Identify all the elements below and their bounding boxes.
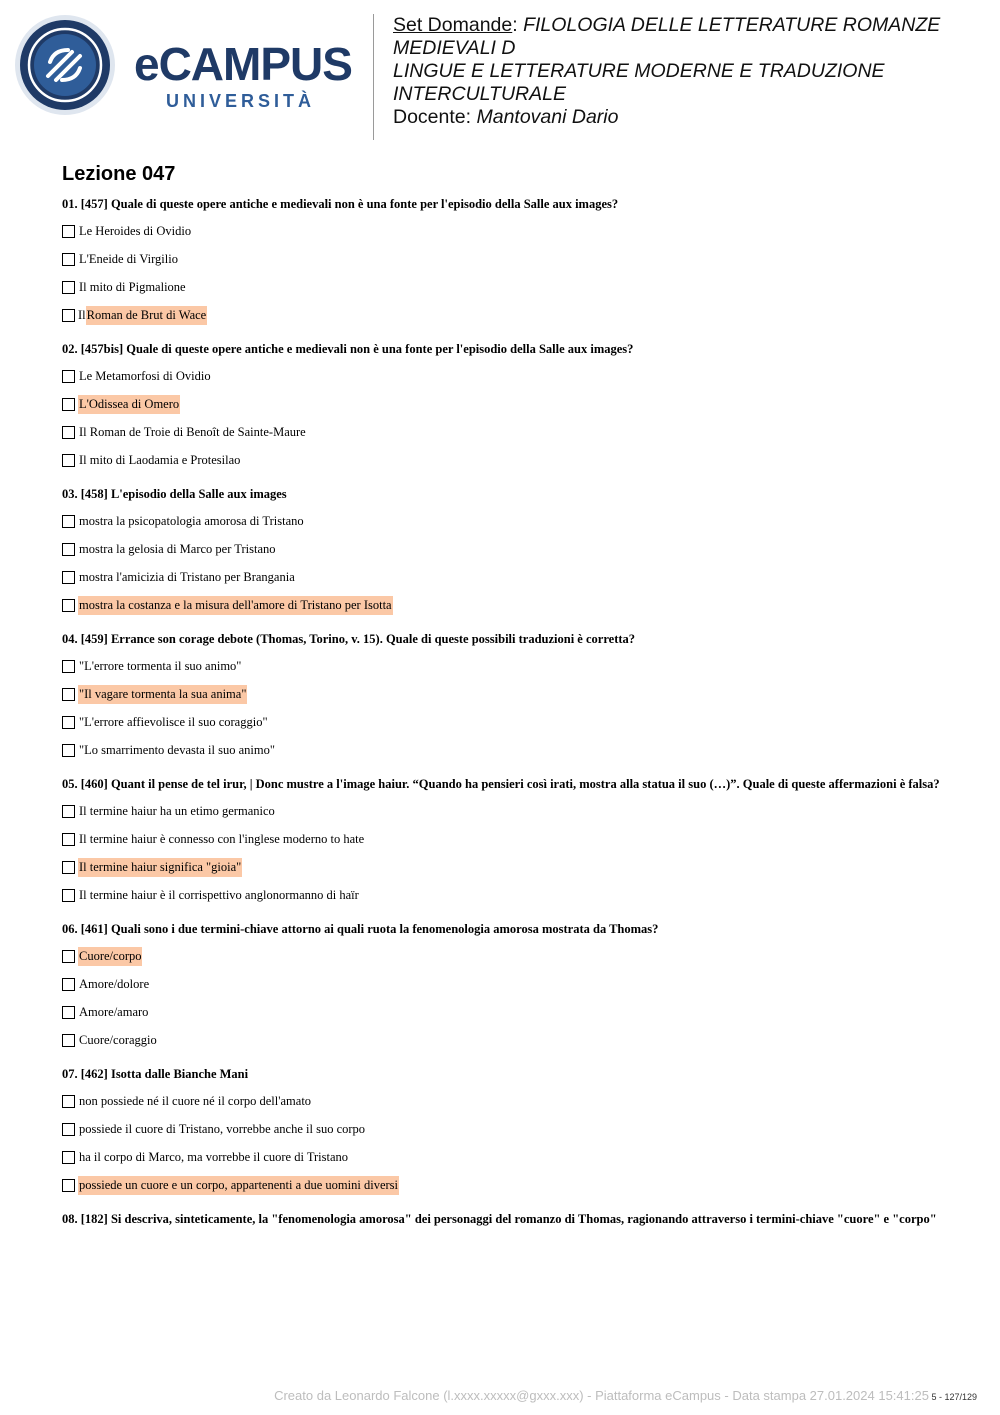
answer-checkbox[interactable]: [62, 1179, 75, 1192]
answer-checkbox[interactable]: [62, 225, 75, 238]
answer-checkbox[interactable]: [62, 833, 75, 846]
answer-checkbox[interactable]: [62, 454, 75, 467]
answer-option[interactable]: [62, 507, 942, 535]
question-text: 03. [458] L'episodio della Salle aux images: [62, 487, 287, 501]
question-item: [62, 342, 942, 474]
answer-option[interactable]: [62, 563, 942, 591]
answer-option[interactable]: [62, 998, 942, 1026]
question-item: [62, 1067, 942, 1199]
answer-checkbox[interactable]: [62, 370, 75, 383]
answer-checkbox[interactable]: [62, 1034, 75, 1047]
answer-text: Il termine haiur è il corrispettivo anglonormanno di haïr: [79, 887, 359, 902]
answer-option[interactable]: [62, 708, 942, 736]
answer-checkbox[interactable]: [62, 1123, 75, 1136]
answer-text-highlighted: Il termine haiur significa "gioia": [78, 858, 242, 877]
answer-text-highlighted: Roman de Brut di Wace: [86, 306, 208, 325]
answer-text: Il termine haiur è connesso con l'inglese moderno to hate: [79, 831, 365, 846]
answer-checkbox[interactable]: [62, 1006, 75, 1019]
answer-checkbox[interactable]: [62, 571, 75, 584]
answer-checkbox[interactable]: [62, 950, 75, 963]
logo-brand: eCAMPUS: [134, 38, 352, 90]
answer-checkbox[interactable]: [62, 515, 75, 528]
answer-checkbox[interactable]: [62, 253, 75, 266]
teacher-label: Docente:: [393, 106, 472, 128]
answer-option[interactable]: [62, 273, 942, 301]
footer-watermark: Creato da Leonardo Falcone (l.xxxx.xxxxx@gxxx.xxx) - Piattaforma eCampus - Data stampa 27.01.2024 15:41:25: [274, 1388, 929, 1403]
answer-checkbox[interactable]: [62, 744, 75, 757]
question-text: 06. [461] Quali sono i due termini-chiave attorno ai quali ruota la fenomenologia amorosa mostrata da Thomas?: [62, 922, 659, 936]
question-item: [62, 487, 942, 619]
answer-option[interactable]: [62, 652, 942, 680]
question-item: [62, 922, 942, 1054]
answer-option[interactable]: [62, 1115, 942, 1143]
answer-option[interactable]: [62, 362, 942, 390]
answer-text: Le Metamorfosi di Ovidio: [79, 368, 211, 383]
ecampus-logo: [14, 14, 359, 116]
answer-text: Il mito di Pigmalione: [79, 279, 186, 294]
answer-option[interactable]: [62, 825, 942, 853]
question-text: 08. [182] Si descriva, sinteticamente, la "fenomenologia amorosa" dei personaggi del romanzo di Thomas, ragionando attraverso i termini-chiave "cuore" e "corpo": [62, 1212, 937, 1226]
lesson-title: Lezione 047: [62, 163, 176, 185]
answer-text: Amore/amaro: [79, 1004, 149, 1019]
header-divider: [373, 14, 374, 140]
logo-subtitle: UNIVERSITÀ: [166, 91, 316, 111]
answer-option[interactable]: [62, 446, 942, 474]
answer-text: Le Heroides di Ovidio: [79, 223, 192, 238]
question-list: [62, 197, 942, 1232]
answer-text: non possiede né il cuore né il corpo dell'amato: [79, 1093, 312, 1108]
answer-text: "L'errore affievolisce il suo coraggio": [79, 714, 268, 729]
question-text: 05. [460] Quant il pense de tel irur, | Donc mustre a l'image haiur. “Quando ha pensieri così irati, mostra alla statua il suo (…)”. Quale di queste affermazioni è falsa?: [62, 777, 940, 791]
question-item: [62, 197, 942, 329]
answer-text: L'Eneide di Virgilio: [79, 251, 178, 266]
question-text: 01. [457] Quale di queste opere antiche e medievali non è una fonte per l'episodio della Salle aux images?: [62, 197, 619, 211]
answer-text: Cuore/coraggio: [79, 1032, 157, 1047]
answer-option[interactable]: [62, 418, 942, 446]
answer-text-highlighted: Cuore/corpo: [78, 947, 142, 966]
answer-text: Amore/dolore: [79, 976, 150, 991]
question-text: 02. [457bis] Quale di queste opere antiche e medievali non è una fonte per l'episodio della Salle aux images?: [62, 342, 634, 356]
question-item: [62, 1212, 942, 1226]
answer-text: "L'errore tormenta il suo animo": [79, 658, 242, 673]
answer-option[interactable]: [62, 301, 942, 329]
answer-text: possiede il cuore di Tristano, vorrebbe anche il suo corpo: [79, 1121, 366, 1136]
answer-text: Il Roman de Troie di Benoît de Sainte-Maure: [79, 424, 306, 439]
program-line1: LINGUE E LETTERATURE MODERNE E TRADUZIONE: [393, 60, 885, 82]
header-info: [393, 14, 973, 129]
answer-text: ha il corpo di Marco, ma vorrebbe il cuore di Tristano: [79, 1149, 349, 1164]
answer-text-highlighted: mostra la costanza e la misura dell'amore di Tristano per Isotta: [78, 596, 393, 615]
answer-checkbox[interactable]: [62, 398, 75, 411]
answer-checkbox[interactable]: [62, 1095, 75, 1108]
answer-checkbox[interactable]: [62, 716, 75, 729]
answer-option[interactable]: [62, 970, 942, 998]
answer-option[interactable]: [62, 535, 942, 563]
teacher-name: Mantovani Dario: [476, 106, 619, 128]
answer-text: mostra la gelosia di Marco per Tristano: [79, 541, 276, 556]
answer-option[interactable]: [62, 1171, 942, 1199]
answer-option[interactable]: [62, 217, 942, 245]
answer-option[interactable]: [62, 245, 942, 273]
answer-text-highlighted: L'Odissea di Omero: [78, 395, 180, 414]
answer-option[interactable]: [62, 680, 942, 708]
answer-text: Il mito di Laodamia e Protesilao: [79, 452, 241, 467]
answer-option[interactable]: [62, 390, 942, 418]
answer-checkbox[interactable]: [62, 889, 75, 902]
answer-checkbox[interactable]: [62, 660, 75, 673]
answer-text: mostra la psicopatologia amorosa di Tristano: [79, 513, 304, 528]
answer-option[interactable]: [62, 1143, 942, 1171]
answer-option[interactable]: [62, 591, 942, 619]
answer-checkbox[interactable]: [62, 426, 75, 439]
set-colon: :: [512, 14, 518, 36]
set-label: Set Domande: [393, 14, 513, 36]
program-line2: INTERCULTURALE: [393, 83, 566, 105]
answer-option[interactable]: [62, 942, 942, 970]
answer-checkbox[interactable]: [62, 309, 75, 322]
answer-checkbox[interactable]: [62, 861, 75, 874]
answer-checkbox[interactable]: [62, 688, 75, 701]
answer-option[interactable]: [62, 853, 942, 881]
answer-option[interactable]: [62, 797, 942, 825]
answer-prefix: Il: [78, 307, 86, 322]
question-text: 07. [462] Isotta dalle Bianche Mani: [62, 1067, 249, 1081]
course-line1: FILOLOGIA DELLE LETTERATURE ROMANZE: [523, 14, 941, 36]
answer-checkbox[interactable]: [62, 543, 75, 556]
answer-checkbox[interactable]: [62, 599, 75, 612]
answer-text-highlighted: possiede un cuore e un corpo, appartenenti a due uomini diversi: [78, 1176, 399, 1195]
question-item: [62, 777, 942, 909]
page-footer: [0, 1388, 977, 1403]
answer-checkbox[interactable]: [62, 978, 75, 991]
answer-text: Il termine haiur ha un etimo germanico: [79, 803, 275, 818]
answer-checkbox[interactable]: [62, 805, 75, 818]
question-text: 04. [459] Errance son corage debote (Thomas, Torino, v. 15). Quale di queste possibili traduzioni è corretta?: [62, 632, 636, 646]
answer-text: mostra l'amicizia di Tristano per Brangania: [79, 569, 295, 584]
answer-option[interactable]: [62, 736, 942, 764]
page-number: 5 - 127/129: [931, 1392, 977, 1402]
answer-option[interactable]: [62, 1026, 942, 1054]
answer-option[interactable]: [62, 1087, 942, 1115]
answer-checkbox[interactable]: [62, 1151, 75, 1164]
answer-text: "Lo smarrimento devasta il suo animo": [79, 742, 275, 757]
answer-checkbox[interactable]: [62, 281, 75, 294]
course-line2: MEDIEVALI D: [393, 37, 516, 59]
answer-text-highlighted: "Il vagare tormenta la sua anima": [78, 685, 247, 704]
question-item: [62, 632, 942, 764]
answer-option[interactable]: [62, 881, 942, 909]
